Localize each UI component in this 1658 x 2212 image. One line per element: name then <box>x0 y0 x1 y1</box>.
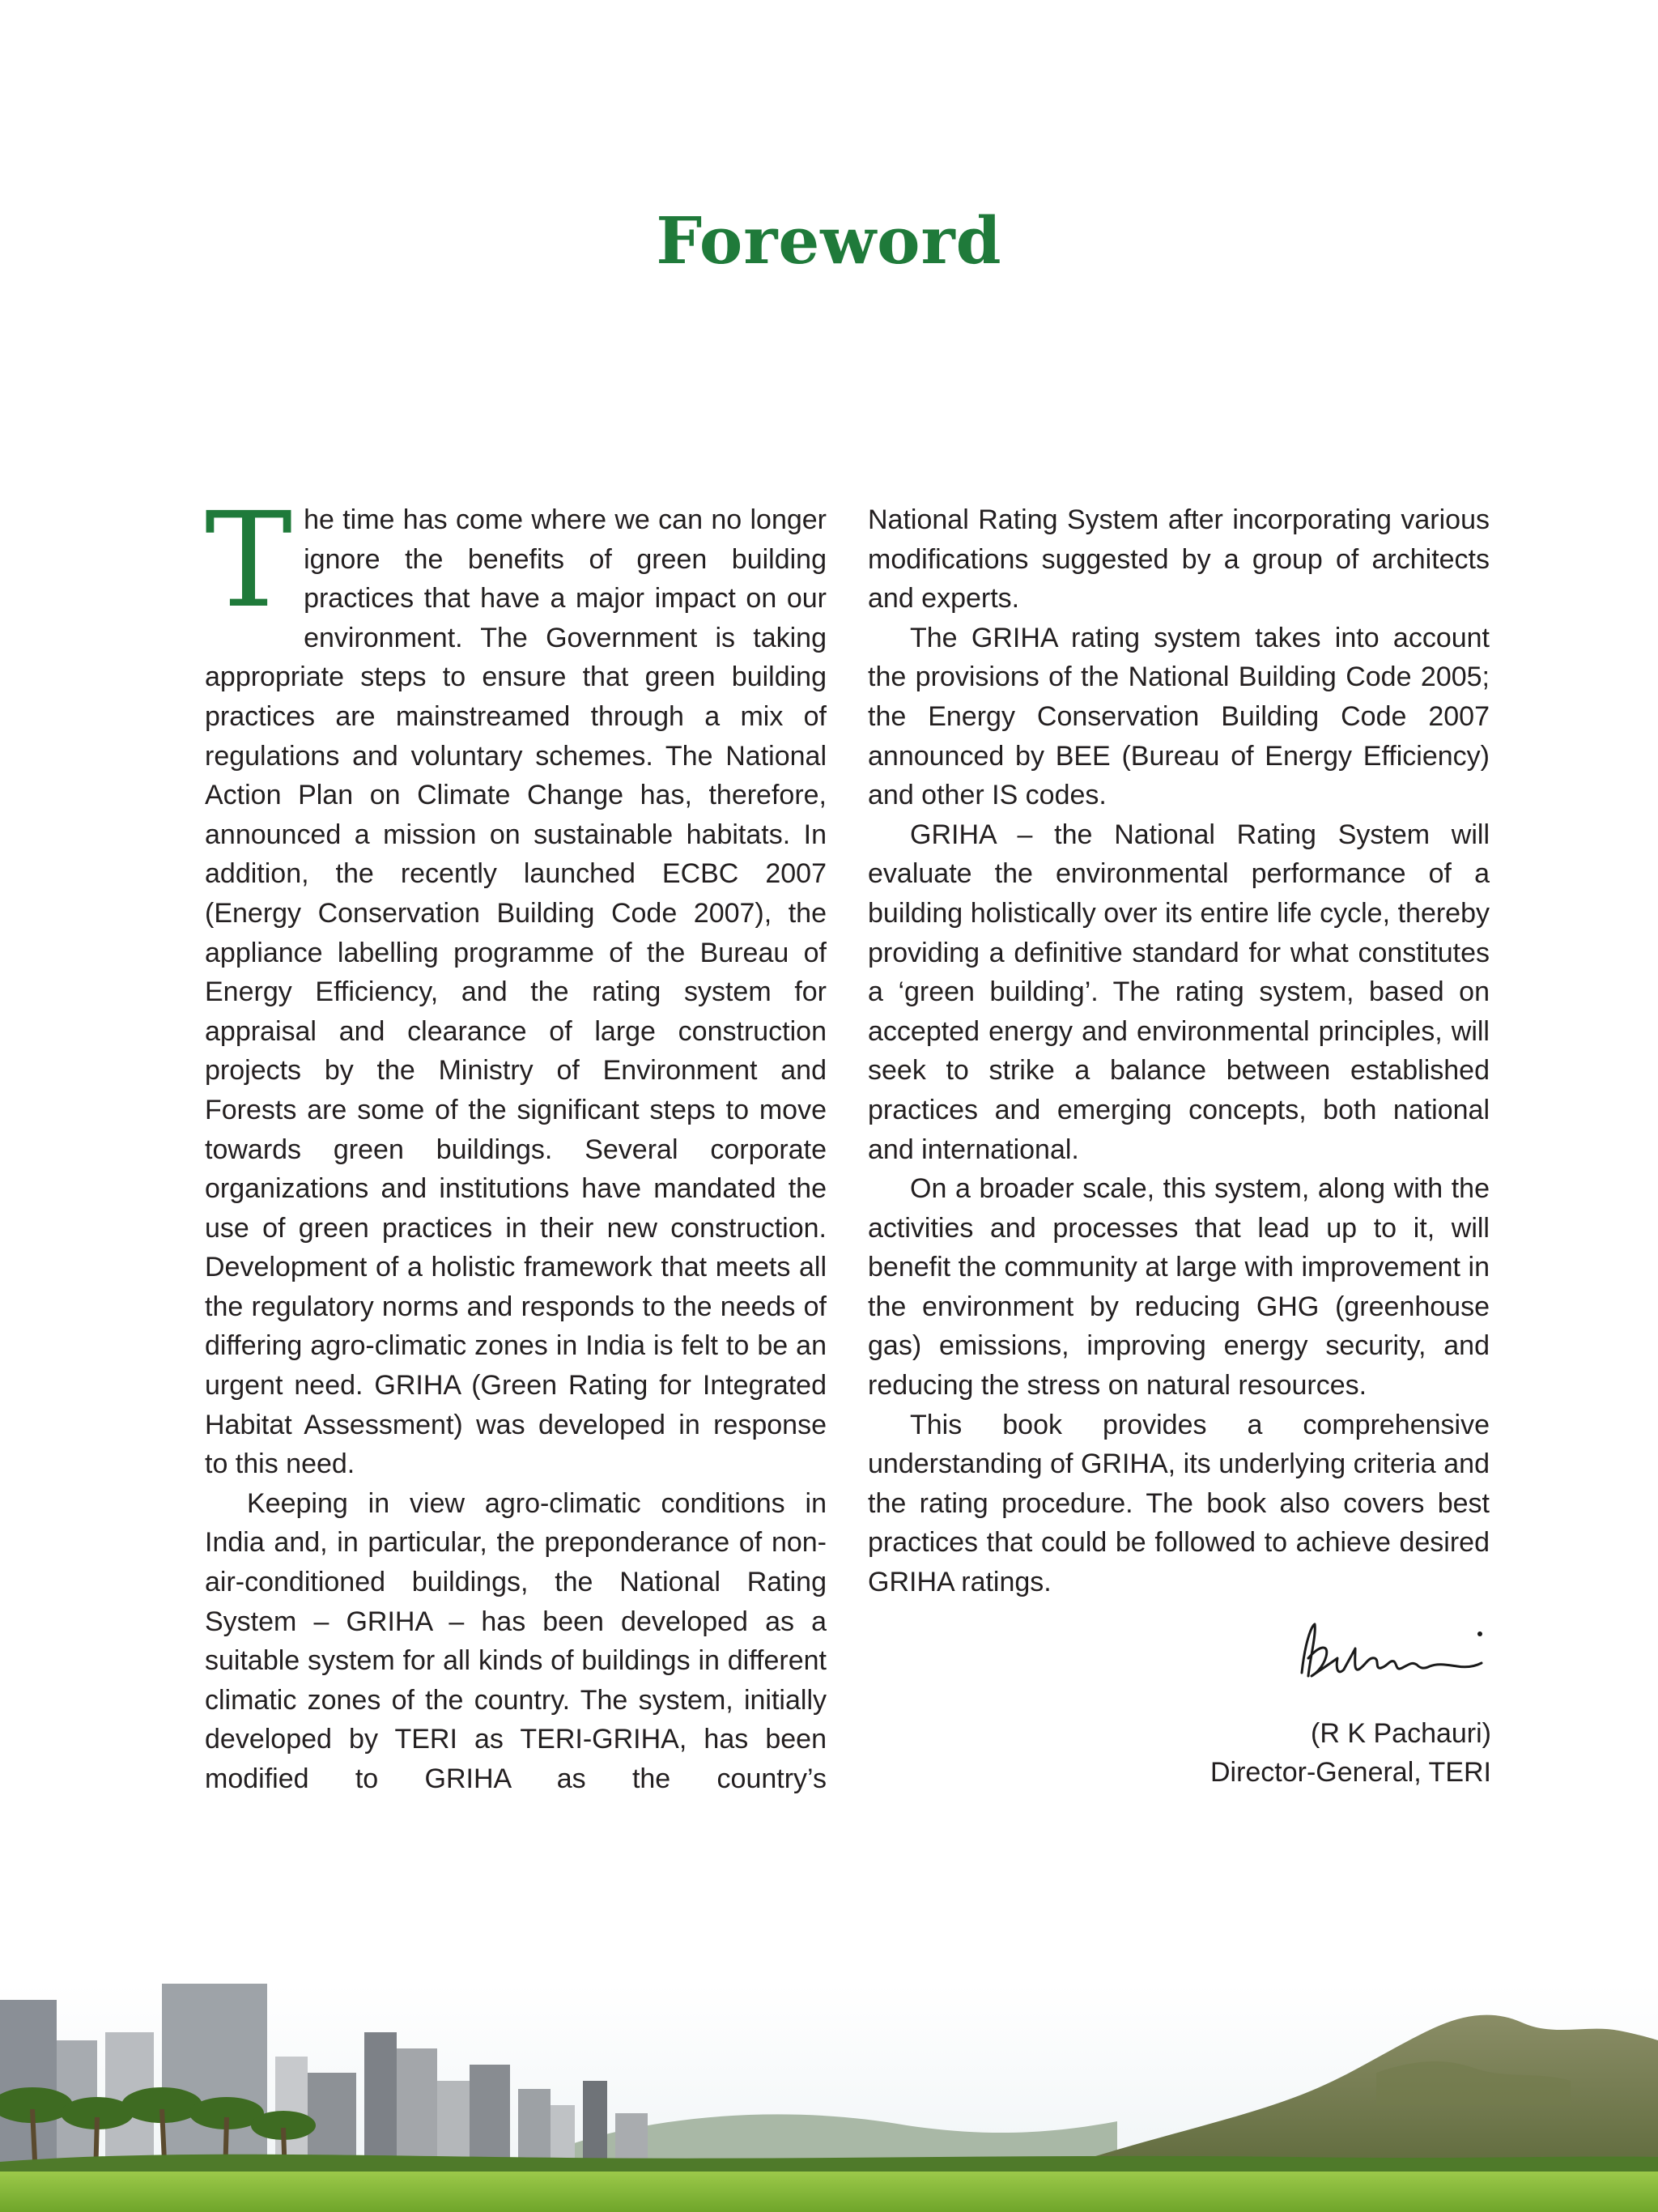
right-paragraph-3: GRIHA – the National Rating System will evaluate the environmental performance of a building holistically over its entire life cycle, thereby providing a definitive standard for what constitutes a ‘green building’. The rating system, based on accepted energy and environmental principles, will seek to strike a balance between established practices and emerging concepts, both national and international. <box>868 819 1490 1165</box>
left-column <box>205 485 827 1799</box>
signatory-name: (R K Pachauri) <box>1311 1718 1491 1749</box>
right-paragraph-5: This book provides a comprehensive understanding of GRIHA, its underlying criteria and the rating procedure. The book also covers best practices that could be followed to achieve desired GRIHA ratings. <box>868 1409 1490 1598</box>
right-paragraph-1: National Rating System after incorporating various modifications suggested by a group of architects and experts. <box>868 504 1490 615</box>
landscape-banner-image <box>0 1984 1658 2212</box>
signature-image <box>1287 1610 1498 1699</box>
page-title: Foreword <box>656 202 1002 279</box>
left-paragraph-2: Keeping in view agro-climatic conditions in India and, in particular, the preponderance of non-air-conditioned buildings, the National Rating System – GRIHA – has been developed as a suitable system for all kinds of buildings in different climatic zones of the country. The system, initially developed by TERI as TERI-GRIHA, has been modified to GRIHA as the country’s <box>205 1487 827 1794</box>
signatory-role: Director-General, TERI <box>1209 1757 1491 1788</box>
left-paragraph-1-text: he time has come where we can no longer ignore the benefits of green building practices that have a major impact on our environment. The Government is taking appropriate steps to ensure that green building practices are mainstreamed through a mix of regulations and voluntary schemes. The National Action Plan on Climate Change has, therefore, announced a mission on sustainable habitats. In addition, the recently launched ECBC 2007 (Energy Conservation Building Code 2007), the appliance labelling programme of the Bureau of Energy Efficiency, and the rating system for appraisal and clearance of large construction projects by the Ministry of Environment and Forests are some of the significant steps to move towards green buildings. Several corporate organizations and institutions have mandated the use of green practices in their new construction. Development of a holistic framework that meets all the regulatory norms and responds to the needs of differing agro-climatic zones in India is felt to be an urgent need. GRIHA (Green Rating for Integrated Habitat Assessment) was developed in response to this need. <box>205 504 827 1480</box>
right-paragraph-4: On a broader scale, this system, along with the activities and processes that lead up to it, will benefit the community at large with improvement in the environment by reducing GHG (greenhouse gas) emissions, improving energy security, and reducing the stress on natural resources. <box>868 1173 1490 1402</box>
right-column <box>868 500 1490 1602</box>
drop-cap: T <box>205 485 293 637</box>
left-paragraph-1 <box>205 485 827 1484</box>
right-paragraph-2: The GRIHA rating system takes into account the provisions of the National Building Code 2005; the Energy Conservation Building Code 2007 announced by BEE (Bureau of Energy Efficiency) and other IS codes. <box>868 622 1490 811</box>
